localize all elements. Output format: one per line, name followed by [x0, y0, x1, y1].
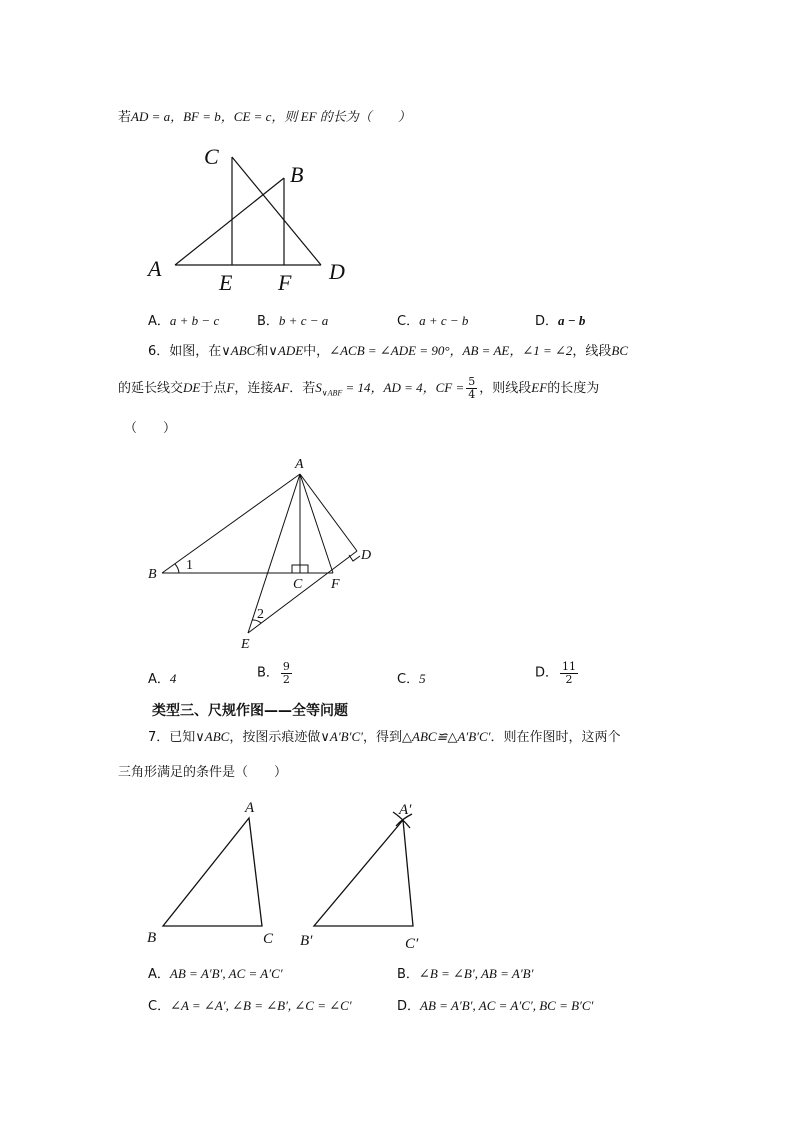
q5-label-B: B	[290, 162, 304, 187]
q6-stem-line2: 的延长线交DE于点F，连接AF．若$S_{\vee ABF} = 14$，AD = 4，CF = $\frac{5}{4}$ ，则线段EF的长度为	[118, 375, 600, 401]
q6-label-C: C	[293, 577, 303, 592]
q5-option-d[interactable]: D．a − b	[535, 313, 586, 329]
q6-label-angle1: 1	[186, 558, 193, 573]
q7-triangle-A2B2C2	[314, 820, 413, 926]
q6-label-E: E	[241, 637, 250, 652]
q6-label-angle2: 2	[257, 607, 264, 622]
section-title: 类型三、尺规作图——全等问题	[152, 703, 348, 719]
q6-option-b-fraction: $\frac{9}{2}$	[282, 660, 290, 686]
q6-option-d-fraction: $\frac{11}{2}$	[562, 660, 577, 686]
q6-answer-paren: （ ）	[124, 421, 177, 436]
q5-label-E: E	[219, 270, 233, 295]
q7-triangle-ABC	[163, 818, 262, 926]
q6-option-b[interactable]: B． $\frac{9}{2}$	[257, 660, 290, 686]
q5-label-D: D	[329, 259, 345, 284]
q7-label-A2: A′	[399, 802, 412, 818]
q6-option-c[interactable]: C．5	[397, 671, 426, 687]
q5-option-b[interactable]: B．b + c − a	[257, 313, 329, 329]
q5-label-F: F	[278, 270, 292, 295]
q6-label-B: B	[148, 567, 157, 582]
q6-stem-line1: 6．如图，在∨ABC和∨ADE中，∠ACB = ∠ADE = 90°，AB = AE，∠1 = ∠2，线段BC	[148, 343, 629, 359]
q7-option-b[interactable]: B．∠B = ∠B′, AB = A′B′	[397, 966, 534, 982]
q5-stem-prefix: 若	[118, 110, 132, 125]
q7-stem-line2: 三角形满足的条件是（ ）	[118, 765, 288, 780]
q7-label-C2: C′	[405, 936, 419, 952]
q6-option-d[interactable]: D． $\frac{11}{2}$	[535, 660, 577, 686]
q7-label-B2: B′	[300, 933, 313, 949]
q7-label-B: B	[147, 930, 157, 946]
q5-label-A: A	[148, 256, 162, 281]
q7-option-d[interactable]: D．AB = A′B′, AC = A′C′, BC = B′C′	[397, 998, 594, 1014]
q6-label-F: F	[331, 577, 340, 592]
q5-option-a[interactable]: A．a + b − c	[148, 313, 220, 329]
q6-option-a[interactable]: A．4	[148, 671, 177, 687]
q7-label-C: C	[263, 931, 274, 947]
q5-label-C: C	[204, 144, 219, 169]
q7-stem-line1: 7．已知∨ABC，按图示痕迹做∨A′B′C′，得到△ABC≌△A′B′C′．则在作图时，这两个	[148, 729, 621, 745]
q6-cf-fraction: $\frac{5}{4}$	[468, 375, 476, 401]
q6-label-D: D	[361, 548, 372, 563]
q5-stem-expr: AD = a，BF = b，CE = c，则 EF 的长为（ ）	[131, 109, 411, 124]
q7-label-A: A	[245, 800, 255, 816]
q5-option-c[interactable]: C．a + c − b	[397, 313, 469, 329]
q7-option-a[interactable]: A．AB = A′B′, AC = A′C′	[148, 966, 283, 982]
q7-option-c[interactable]: C．∠A = ∠A′, ∠B = ∠B′, ∠C = ∠C′	[148, 998, 352, 1014]
q6-label-A: A	[295, 457, 304, 472]
